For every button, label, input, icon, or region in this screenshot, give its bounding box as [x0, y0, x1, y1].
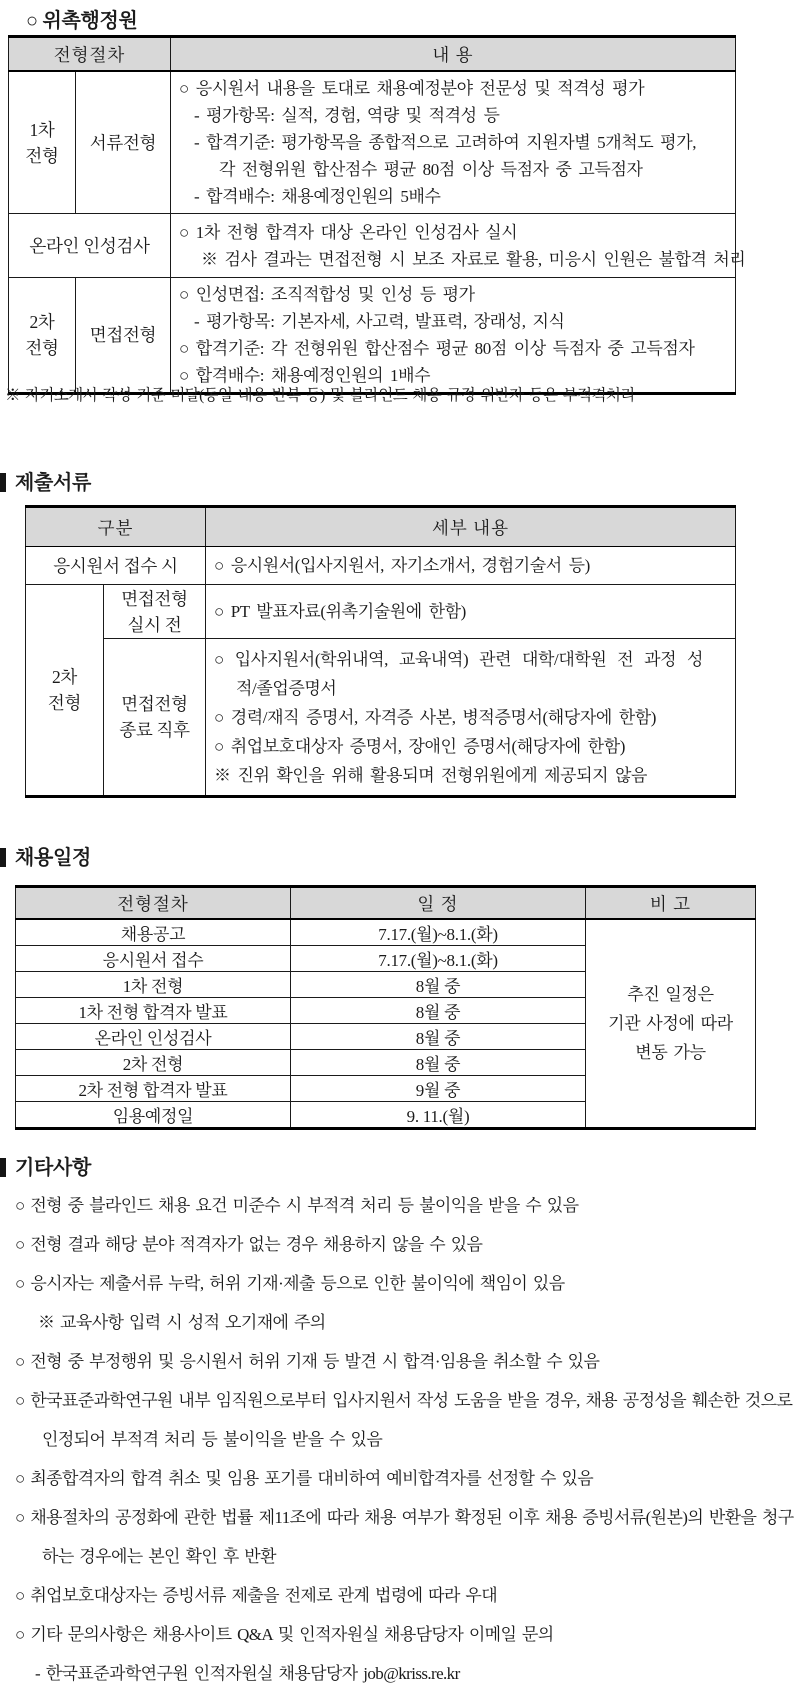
timing-line: 실시 전: [127, 614, 182, 635]
content-line: ○ 취업보호대상자 증명서, 장애인 증명서(해당자에 한함): [214, 736, 625, 756]
section-title: 기타사항: [15, 1157, 92, 1179]
list-item: ○ 전형 중 블라인드 채용 요건 미준수 시 부적격 처리 등 불이익을 받을 수 있음: [15, 1196, 579, 1215]
content-line: ○ 경력/재직 증명서, 자격증 사본, 병적증명서(해당자에 한함): [214, 707, 657, 727]
selection-table-footnote: ※ 자기소개서 작성 기준 미달(동일 내용 반복 등) 및 블라인드 채용 규정 위반자 등은 부적격처리: [5, 387, 635, 404]
remark-cell: [586, 919, 756, 1129]
stage-line: 1차: [29, 119, 55, 140]
section-title: 채용일정: [15, 847, 92, 869]
content-line: ※ 진위 확인을 위해 활용되며 전형위원에게 제공되지 않음: [214, 765, 648, 785]
list-subitem-contact: - 한국표준과학연구원 인적자원실 채용담당자 job@kriss.re.kr: [35, 1664, 460, 1683]
list-item: ○ 채용절차의 공정화에 관한 법률 제11조에 따라 채용 여부가 확정된 이후 채용 증빙서류(원본)의 반환을 청구하는 경우에는 본인 확인 후 반환: [15, 1508, 794, 1566]
list-item: ○ 한국표준과학연구원 내부 임직원으로부터 입사지원서 작성 도움을 받을 경우, 채용 공정성을 훼손한 것으로 인정되어 부적격 처리 등 불이익을 받을 수 있음: [15, 1391, 793, 1449]
documents-table: [25, 505, 736, 798]
remark-line: 변동 가능: [635, 1043, 706, 1062]
header-date: 일 정: [291, 887, 586, 920]
date-cell: 8월 중: [291, 1024, 586, 1050]
table-row-after-interview: [26, 639, 736, 797]
content-cell: [171, 278, 736, 394]
content-line: ○ 인성면접: 조직적합성 및 인성 등 평가: [179, 285, 475, 304]
content-line: - 합격배수: 채용예정인원의 5배수: [194, 187, 441, 206]
content-line: - 합격기준: 평가항목을 종합적으로 고려하여 지원자별 5개척도 평가,: [194, 133, 697, 152]
step-cell: 2차 전형: [16, 1050, 291, 1076]
stage-line: 전형: [47, 693, 82, 713]
date-cell: 8월 중: [291, 998, 586, 1024]
content-cell: [206, 639, 736, 797]
selection-process-table: [8, 35, 746, 395]
content-line: ○ 합격배수: 채용예정인원의 1배수: [179, 366, 431, 385]
date-cell: 9. 11.(월): [291, 1102, 586, 1129]
stage-cell: [9, 278, 76, 394]
category-cell: 응시원서 접수 시: [26, 547, 206, 585]
content-line: ○ 1차 전형 합격자 대상 온라인 인성검사 실시: [179, 222, 518, 242]
stage-line: 전형: [25, 338, 59, 358]
list-item: ○ 취업보호대상자는 증빙서류 제출을 전제로 관계 법령에 따라 우대: [15, 1586, 498, 1605]
documents-table-header-row: [26, 507, 736, 547]
schedule-table: [15, 885, 756, 1130]
table-row-personality-test: [9, 214, 736, 278]
header-content: 내 용: [171, 37, 736, 72]
date-cell: 8월 중: [291, 972, 586, 998]
step-cell: 응시원서 접수: [16, 946, 291, 972]
section-marker-icon: [0, 473, 6, 492]
timing-line: 면접전형: [121, 694, 188, 714]
stage-line: 2차: [51, 667, 78, 687]
header-category: 구분: [26, 507, 206, 547]
list-item: ○ 응시자는 제출서류 누락, 허위 기재·제출 등으로 인한 불이익에 책임이 있음: [15, 1274, 565, 1293]
table-row-second-round: [9, 278, 736, 394]
schedule-header-row: [16, 887, 756, 920]
stage-type-cell: 면접전형: [76, 278, 171, 394]
selection-table-header-row: [9, 37, 736, 72]
list-item: ○ 기타 문의사항은 채용사이트 Q&A 및 인적자원실 채용담당자 이메일 문의: [15, 1625, 554, 1644]
content-line: ○ PT 발표자료(위촉기술원에 한함): [214, 602, 466, 621]
date-cell: 7.17.(월)~8.1.(화): [291, 946, 586, 972]
content-line: - 평가항목: 기본자세, 사고력, 발표력, 장래성, 지식: [194, 312, 565, 331]
header-remark: 비 고: [586, 887, 756, 920]
remark-line: 추진 일정은: [627, 985, 714, 1004]
table-row-first-round: [9, 71, 736, 214]
step-cell: 온라인 인성검사: [16, 1024, 291, 1050]
step-cell: 1차 전형: [16, 972, 291, 998]
content-line: ○ 합격기준: 각 전형위원 합산점수 평균 80점 이상 득점자 중 고득점자: [179, 339, 695, 358]
section-header-others: [0, 1151, 92, 1179]
step-cell: 1차 전형 합격자 발표: [16, 998, 291, 1024]
stage-cell: [26, 585, 104, 797]
stage-cell: 온라인 인성검사: [9, 214, 171, 278]
date-cell: 8월 중: [291, 1050, 586, 1076]
stage-type-cell: 서류전형: [76, 71, 171, 214]
section-header-documents: [0, 466, 92, 494]
content-cell: [171, 214, 746, 278]
section-title: 제출서류: [15, 472, 92, 494]
header-procedure: 전형절차: [9, 37, 171, 72]
list-item: ○ 전형 중 부정행위 및 응시원서 허위 기재 등 발견 시 합격·임용을 취소할 수 있음: [15, 1352, 600, 1371]
header-detail: 세부 내용: [206, 507, 736, 547]
content-line: 각 전형위원 합산점수 평균 80점 이상 득점자 중 고득점자: [219, 160, 643, 179]
content-line: - 평가항목: 실적, 경험, 역량 및 적격성 등: [194, 106, 500, 125]
content-cell: [171, 71, 736, 214]
step-cell: 채용공고: [16, 919, 291, 946]
content-line: ※ 검사 결과는 면접전형 시 보조 자료로 활용, 미응시 인원은 불합격 처리: [201, 249, 746, 269]
step-cell: 임용예정일: [16, 1102, 291, 1129]
stage-line: 전형: [25, 145, 59, 166]
content-line: ○ 입사지원서(학위내역, 교육내역) 관련 대학/대학원 전 과정 성: [214, 649, 704, 669]
remark-line: 기관 사정에 따라: [608, 1014, 733, 1033]
stage-cell: [9, 71, 76, 214]
list-item: ○ 전형 결과 해당 분야 적격자가 없는 경우 채용하지 않을 수 있음: [15, 1235, 483, 1254]
date-cell: 9월 중: [291, 1076, 586, 1102]
timing-line: 종료 직후: [119, 720, 190, 740]
timing-line: 면접전형: [121, 588, 188, 609]
table-row-before-interview: [26, 585, 736, 639]
content-cell: [206, 547, 736, 585]
list-subitem-note: ※ 교육사항 입력 시 성적 오기재에 주의: [38, 1313, 326, 1332]
list-item: ○ 최종합격자의 합격 취소 및 임용 포기를 대비하여 예비합격자를 선정할 수 있음: [15, 1469, 594, 1488]
content-line: 적/졸업증명서: [236, 678, 337, 698]
header-procedure: 전형절차: [16, 887, 291, 920]
content-cell: [206, 585, 736, 639]
date-cell: 7.17.(월)~8.1.(화): [291, 919, 586, 946]
others-list: [15, 1186, 795, 1693]
content-line: ○ 응시원서 내용을 토대로 채용예정분야 전문성 및 적격성 평가: [179, 79, 645, 98]
timing-cell: [104, 585, 206, 639]
position-title: ○ 위촉행정원: [26, 10, 138, 32]
content-line: ○ 응시원서(입사지원서, 자기소개서, 경험기술서 등): [214, 556, 590, 575]
section-marker-icon: [0, 848, 6, 867]
stage-line: 2차: [29, 312, 55, 332]
section-header-schedule: [0, 841, 92, 869]
schedule-row: [16, 919, 756, 946]
timing-cell: [104, 639, 206, 797]
section-marker-icon: [0, 1158, 6, 1177]
step-cell: 2차 전형 합격자 발표: [16, 1076, 291, 1102]
table-row-application: [26, 547, 736, 585]
